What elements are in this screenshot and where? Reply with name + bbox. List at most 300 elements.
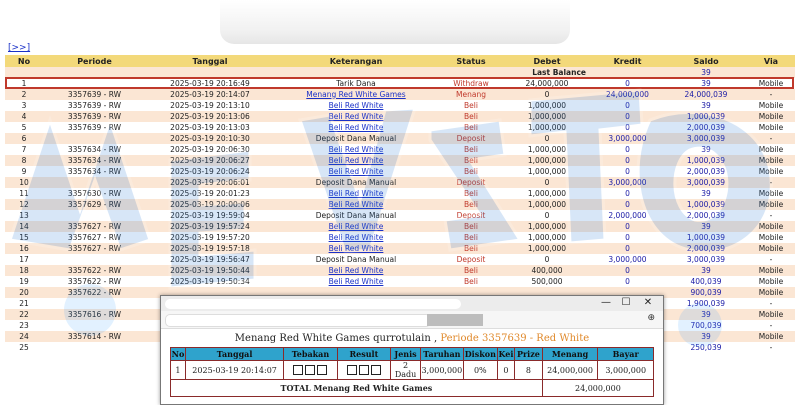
cell-kredit <box>590 232 665 243</box>
cell-debet: 500,000 <box>504 276 590 287</box>
cell-keterangan[interactable] <box>274 100 438 111</box>
cell-via: Mobile <box>747 122 795 133</box>
cell-tanggal: 2025-03-19 19:57:20 <box>146 232 274 243</box>
cell-saldo-text: 39 <box>701 188 711 198</box>
table-row <box>5 144 795 155</box>
selected-row-highlight <box>5 77 794 89</box>
cell-keterangan[interactable] <box>274 276 438 287</box>
dice-box <box>371 365 381 375</box>
cell-tanggal: 2025-03-19 20:06:24 <box>146 166 274 177</box>
cell-debet: 0 <box>504 210 590 221</box>
win-col-header: Menang <box>542 348 598 361</box>
cell-tanggal: 2025-03-19 20:13:10 <box>146 100 274 111</box>
cell-saldo <box>665 177 747 188</box>
cell-kredit-text: 0 <box>625 166 630 176</box>
cell-periode: 3357627 - RW <box>43 232 146 243</box>
cell-periode: 3357614 - RW <box>43 331 146 342</box>
cell-via: - <box>747 254 795 265</box>
cell-saldo-text: 24,000,039 <box>684 89 728 99</box>
url-redacted <box>165 314 431 327</box>
cell-kredit <box>590 144 665 155</box>
win-header-row <box>171 348 654 361</box>
cell-periode: 3357639 - RW <box>43 89 146 100</box>
cell-saldo <box>665 254 747 265</box>
cell-debet: 1,000,000 <box>504 232 590 243</box>
cell-kredit-text: 0 <box>625 122 630 132</box>
cell-keterangan[interactable] <box>274 144 438 155</box>
cell-via: - <box>747 210 795 221</box>
cell-periode: 3357629 - RW <box>43 199 146 210</box>
win-prize: 8 <box>515 361 543 380</box>
cell-status-text: Deposit <box>456 133 486 143</box>
win-total-value: 24,000,000 <box>542 380 653 397</box>
cell-via: Mobile <box>747 100 795 111</box>
cell-saldo-text: 39 <box>701 144 711 154</box>
last-balance-value: 39 <box>665 67 747 78</box>
cell-keterangan: Deposit Dana Manual <box>274 254 438 265</box>
col-header: Saldo <box>665 55 747 67</box>
cell-periode: 3357634 - RW <box>43 144 146 155</box>
cell-kredit-text: 0 <box>625 243 630 253</box>
cell-keterangan[interactable] <box>274 155 438 166</box>
cell-no: 19 <box>5 276 43 287</box>
popup-periode-text: Periode 3357639 - Red White <box>440 333 590 344</box>
cell-keterangan[interactable] <box>274 166 438 177</box>
cell-saldo-text: 39 <box>701 78 711 88</box>
cell-saldo <box>665 298 747 309</box>
url-redacted-block <box>427 314 483 326</box>
table-row <box>5 232 795 243</box>
table-row <box>5 265 795 276</box>
cell-tanggal: 2025-03-19 20:10:30 <box>146 133 274 144</box>
cell-tanggal: 2025-03-19 19:57:18 <box>146 243 274 254</box>
cell-kredit <box>590 265 665 276</box>
table-row <box>5 177 795 188</box>
cell-debet: 0 <box>504 89 590 100</box>
cell-kredit <box>590 276 665 287</box>
cell-no: 23 <box>5 320 43 331</box>
win-col-header: Kei <box>498 349 514 359</box>
cell-periode <box>43 342 146 353</box>
cell-no: 15 <box>5 232 43 243</box>
table-row <box>5 111 795 122</box>
cell-saldo-text: 1,000,039 <box>686 199 726 209</box>
cell-saldo-text: 1,000,039 <box>686 155 726 165</box>
cell-saldo <box>665 320 747 331</box>
cell-debet: 1,000,000 <box>504 199 590 210</box>
close-icon[interactable]: ✕ <box>643 297 653 308</box>
cell-kredit <box>590 100 665 111</box>
zoom-icon[interactable]: ⊕ <box>647 313 655 323</box>
cell-no: 22 <box>5 309 43 320</box>
cell-status-text: Deposit <box>456 254 486 264</box>
cell-no: 9 <box>5 166 43 177</box>
cell-saldo-text: 3,000,039 <box>686 133 726 143</box>
win-tanggal: 2025-03-19 20:14:07 <box>185 361 283 380</box>
win-col-header: Taruhan <box>421 348 464 361</box>
table-row <box>5 166 795 177</box>
col-header: No <box>5 55 43 67</box>
cell-saldo-text: 250,039 <box>690 342 722 352</box>
dice-box <box>317 365 327 375</box>
cell-saldo-text: 2,000,039 <box>686 122 726 132</box>
col-header: Tanggal <box>146 55 274 67</box>
maximize-icon[interactable]: ☐ <box>621 297 631 308</box>
cell-tanggal: 2025-03-19 20:06:27 <box>146 155 274 166</box>
cell-status <box>438 243 504 254</box>
cell-periode <box>43 177 146 188</box>
table-row <box>5 133 795 144</box>
cell-periode: 3357622 - RW <box>43 287 146 298</box>
cell-status <box>438 276 504 287</box>
cell-saldo <box>665 210 747 221</box>
cell-no: 17 <box>5 254 43 265</box>
cell-saldo <box>665 166 747 177</box>
cell-keterangan-text[interactable]: Beli Red White <box>328 111 384 121</box>
win-col-header: No <box>171 349 185 359</box>
cell-keterangan-text[interactable]: Beli Red White <box>328 276 384 286</box>
cell-periode: 3357639 - RW <box>43 100 146 111</box>
table-row <box>5 155 795 166</box>
popup-address-bar[interactable] <box>161 311 663 329</box>
cell-debet: 1,000,000 <box>504 144 590 155</box>
cell-tanggal: 2025-03-19 19:56:47 <box>146 254 274 265</box>
cell-periode: 3357627 - RW <box>43 243 146 254</box>
cell-saldo <box>665 155 747 166</box>
cell-keterangan-text[interactable]: Beli Red White <box>328 144 384 154</box>
cell-keterangan-text[interactable]: Beli Red White <box>328 221 384 231</box>
table-row <box>5 276 795 287</box>
cell-kredit <box>590 188 665 199</box>
cell-saldo <box>665 243 747 254</box>
cell-status <box>438 199 504 210</box>
cell-status-text: Beli <box>464 276 478 286</box>
cell-debet: 1,000,000 <box>504 111 590 122</box>
cell-kredit-text: 2,000,000 <box>608 210 647 220</box>
cell-via: Mobile <box>747 243 795 254</box>
cell-status-text: Beli <box>464 155 478 165</box>
cell-kredit <box>590 122 665 133</box>
cell-status <box>438 111 504 122</box>
cell-keterangan[interactable] <box>274 199 438 210</box>
cell-kredit-text: 0 <box>625 188 630 198</box>
cell-no: 3 <box>5 100 43 111</box>
cell-saldo <box>665 342 747 353</box>
cell-periode: 3357622 - RW <box>43 276 146 287</box>
table-row <box>5 199 795 210</box>
dice-box <box>293 365 303 375</box>
cell-via: Mobile <box>747 78 795 89</box>
cell-debet: 1,000,000 <box>504 122 590 133</box>
cell-status <box>438 265 504 276</box>
win-no: 1 <box>171 361 186 380</box>
cell-keterangan[interactable] <box>274 221 438 232</box>
col-header: Via <box>747 55 795 67</box>
cell-debet: 0 <box>504 254 590 265</box>
cell-tanggal: 2025-03-19 20:13:06 <box>146 111 274 122</box>
cell-saldo-text: 39 <box>701 309 711 319</box>
cell-saldo <box>665 232 747 243</box>
cell-via: - <box>747 320 795 331</box>
col-header: Periode <box>43 55 146 67</box>
win-col-header: Prize <box>515 348 543 361</box>
cell-no: 1 <box>5 78 43 89</box>
cell-no: 10 <box>5 177 43 188</box>
cell-keterangan: Tarik Dana <box>274 78 438 89</box>
cell-via: - <box>747 342 795 353</box>
win-total-label: TOTAL Menang Red White Games <box>171 380 543 397</box>
cell-keterangan-text[interactable]: Beli Red White <box>328 199 384 209</box>
cell-saldo-text: 2,000,039 <box>686 243 726 253</box>
cell-keterangan[interactable] <box>274 89 438 100</box>
cell-no: 4 <box>5 111 43 122</box>
cell-saldo <box>665 100 747 111</box>
cell-saldo <box>665 89 747 100</box>
table-row <box>5 221 795 232</box>
cell-status-text: Beli <box>464 144 478 154</box>
cell-no: 7 <box>5 144 43 155</box>
cell-keterangan[interactable] <box>274 232 438 243</box>
cell-debet: 0 <box>504 133 590 144</box>
cell-saldo-text: 39 <box>701 221 711 231</box>
cell-kredit-text: 0 <box>625 199 630 209</box>
cell-saldo <box>665 111 747 122</box>
win-diskon: 0% <box>463 361 497 380</box>
popup-heading <box>161 333 663 346</box>
cell-keterangan: Deposit Dana Manual <box>274 133 438 144</box>
cell-via: Mobile <box>747 188 795 199</box>
cell-tanggal: 2025-03-19 19:50:34 <box>146 276 274 287</box>
cell-keterangan-text[interactable]: Beli Red White <box>328 122 384 132</box>
cell-status <box>438 254 504 265</box>
cell-tanggal: 2025-03-19 20:06:30 <box>146 144 274 155</box>
cell-keterangan-text[interactable]: Beli Red White <box>328 155 384 165</box>
popup-window[interactable] <box>160 295 664 405</box>
cell-kredit-text: 0 <box>625 276 630 286</box>
cell-kredit-text: 0 <box>625 100 630 110</box>
cell-periode <box>43 298 146 309</box>
popup-titlebar[interactable] <box>161 296 663 311</box>
table-row <box>5 243 795 254</box>
cell-status-text: Beli <box>464 100 478 110</box>
cell-kredit-text: 0 <box>625 78 630 88</box>
cell-kredit <box>590 155 665 166</box>
cell-keterangan-text[interactable]: Beli Red White <box>328 166 384 176</box>
cell-periode: 3357639 - RW <box>43 111 146 122</box>
cell-no: 13 <box>5 210 43 221</box>
cell-via: - <box>747 133 795 144</box>
cell-saldo <box>665 122 747 133</box>
cell-keterangan[interactable] <box>274 111 438 122</box>
cell-debet: 1,000,000 <box>504 221 590 232</box>
cell-saldo-text: 1,900,039 <box>686 298 726 308</box>
cell-no: 5 <box>5 122 43 133</box>
cell-keterangan[interactable] <box>274 243 438 254</box>
cell-keterangan: Deposit Dana Manual <box>274 177 438 188</box>
cell-kredit-text: 0 <box>625 265 630 275</box>
table-row <box>5 89 795 100</box>
cell-no: 24 <box>5 331 43 342</box>
win-col-header: Result <box>337 348 390 361</box>
cell-saldo-text: 2,000,039 <box>686 210 726 220</box>
cell-no: 2 <box>5 89 43 100</box>
cell-periode: 3357630 - RW <box>43 188 146 199</box>
cell-saldo <box>665 144 747 155</box>
cell-tanggal: 2025-03-19 20:00:06 <box>146 199 274 210</box>
table-row <box>5 188 795 199</box>
cell-via: Mobile <box>747 144 795 155</box>
cell-status-text: Beli <box>464 265 478 275</box>
cell-debet: 1,000,000 <box>504 188 590 199</box>
cell-status-text: Beli <box>464 221 478 231</box>
tebakan-boxes <box>284 361 337 380</box>
cell-no: 25 <box>5 342 43 353</box>
cell-periode <box>43 133 146 144</box>
cell-via: Mobile <box>747 276 795 287</box>
cell-via: Mobile <box>747 199 795 210</box>
cell-keterangan[interactable] <box>274 188 438 199</box>
cell-saldo <box>665 309 747 320</box>
cell-via: Mobile <box>747 331 795 342</box>
cell-kredit-text: 0 <box>625 155 630 165</box>
win-menang: 24,000,000 <box>542 361 598 380</box>
cell-via: Mobile <box>747 221 795 232</box>
cell-tanggal: 2025-03-19 20:06:01 <box>146 177 274 188</box>
cell-status <box>438 188 504 199</box>
cell-saldo-text: 1,000,039 <box>686 111 726 121</box>
cell-keterangan[interactable] <box>274 122 438 133</box>
cell-periode <box>43 210 146 221</box>
cell-keterangan-text[interactable]: Beli Red White <box>328 188 384 198</box>
win-jenis: 2 Dadu <box>391 361 421 380</box>
cell-saldo-text: 900,039 <box>690 287 722 297</box>
cell-saldo-text: 39 <box>701 100 711 110</box>
cell-status-text: Beli <box>464 111 478 121</box>
cell-periode: 3357627 - RW <box>43 221 146 232</box>
cell-debet: 24,000,000 <box>504 78 590 89</box>
cell-periode: 3357634 - RW <box>43 155 146 166</box>
cell-status-text: Menang <box>456 89 486 99</box>
cell-saldo-text: 39 <box>701 331 711 341</box>
cell-saldo <box>665 276 747 287</box>
cell-keterangan-text[interactable]: Beli Red White <box>328 232 384 242</box>
win-col-header: Tanggal <box>185 348 283 361</box>
cell-debet: 1,000,000 <box>504 166 590 177</box>
cell-kredit-text: 3,000,000 <box>608 177 647 187</box>
cell-status-text: Beli <box>464 188 478 198</box>
win-col-header: Tebakan <box>284 348 337 361</box>
cell-via: Mobile <box>747 232 795 243</box>
cell-status-text: Deposit <box>456 210 486 220</box>
cell-kredit-text: 0 <box>625 221 630 231</box>
table-row <box>5 100 795 111</box>
win-bayar: 3,000,000 <box>598 361 654 380</box>
cell-tanggal: 2025-03-19 19:59:04 <box>146 210 274 221</box>
cell-via: Mobile <box>747 265 795 276</box>
win-taruhan: 3,000,000 <box>421 361 464 380</box>
cell-status <box>438 100 504 111</box>
cell-no: 16 <box>5 243 43 254</box>
cell-debet: 1,000,000 <box>504 100 590 111</box>
cell-saldo <box>665 199 747 210</box>
table-row <box>5 210 795 221</box>
cell-saldo-text: 400,039 <box>690 276 722 286</box>
cell-status <box>438 89 504 100</box>
cell-keterangan[interactable] <box>274 265 438 276</box>
cell-debet: 400,000 <box>504 265 590 276</box>
cell-keterangan-text[interactable]: Beli Red White <box>328 243 384 253</box>
cell-kredit-text: 24,000,000 <box>606 89 649 99</box>
cell-status-text: Beli <box>464 243 478 253</box>
cell-periode: 3357616 - RW <box>43 309 146 320</box>
cell-kredit-text: 3,000,000 <box>608 133 647 143</box>
popup-heading-text: Menang Red White Games qurrotulain , <box>234 333 438 344</box>
cell-saldo-text: 39 <box>701 265 711 275</box>
cell-saldo-text: 1,000,039 <box>686 232 726 242</box>
cell-kredit <box>590 221 665 232</box>
table-row <box>5 122 795 133</box>
cell-debet: 0 <box>504 177 590 188</box>
cell-kredit <box>590 111 665 122</box>
cell-tanggal: 2025-03-19 19:50:44 <box>146 265 274 276</box>
cell-keterangan: Deposit Dana Manual <box>274 210 438 221</box>
dice-box <box>347 365 357 375</box>
win-kei: 0 <box>497 361 514 380</box>
cell-saldo <box>665 331 747 342</box>
win-col-header: Bayar <box>598 348 654 361</box>
cell-no: 21 <box>5 298 43 309</box>
cell-via: - <box>747 89 795 100</box>
cell-status <box>438 221 504 232</box>
cell-via: Mobile <box>747 309 795 320</box>
cell-kredit <box>590 243 665 254</box>
cell-tanggal: 2025-03-19 19:57:24 <box>146 221 274 232</box>
cell-status <box>438 232 504 243</box>
cell-via: Mobile <box>747 166 795 177</box>
dice-box <box>359 365 369 375</box>
col-header: Debet <box>504 55 590 67</box>
cell-periode <box>43 254 146 265</box>
cell-no: 18 <box>5 265 43 276</box>
cell-saldo <box>665 287 747 298</box>
win-col-header: Diskon <box>464 349 496 359</box>
minimize-icon[interactable]: — <box>601 297 611 308</box>
cell-debet: 1,000,000 <box>504 243 590 254</box>
cell-via: - <box>747 298 795 309</box>
cell-keterangan-text[interactable]: Menang Red White Games <box>306 89 406 99</box>
cell-status-text: Deposit <box>456 177 486 187</box>
cell-status-text: Beli <box>464 232 478 242</box>
cell-kredit-text: 0 <box>625 144 630 154</box>
next-page-link[interactable]: [>>] <box>8 43 31 53</box>
cell-via: Mobile <box>747 111 795 122</box>
cell-kredit <box>590 166 665 177</box>
cell-tanggal: 2025-03-19 20:01:23 <box>146 188 274 199</box>
cell-status-text: Beli <box>464 122 478 132</box>
cell-status <box>438 133 504 144</box>
table-header-row <box>5 55 795 67</box>
cell-kredit-text: 3,000,000 <box>608 254 647 264</box>
cell-keterangan-text[interactable]: Beli Red White <box>328 100 384 110</box>
cell-status <box>438 122 504 133</box>
cell-periode <box>43 320 146 331</box>
table-row <box>5 254 795 265</box>
cell-keterangan-text[interactable]: Beli Red White <box>328 265 384 275</box>
cell-saldo <box>665 188 747 199</box>
cell-no: 11 <box>5 188 43 199</box>
win-detail-table <box>170 347 654 397</box>
cell-no: 14 <box>5 221 43 232</box>
